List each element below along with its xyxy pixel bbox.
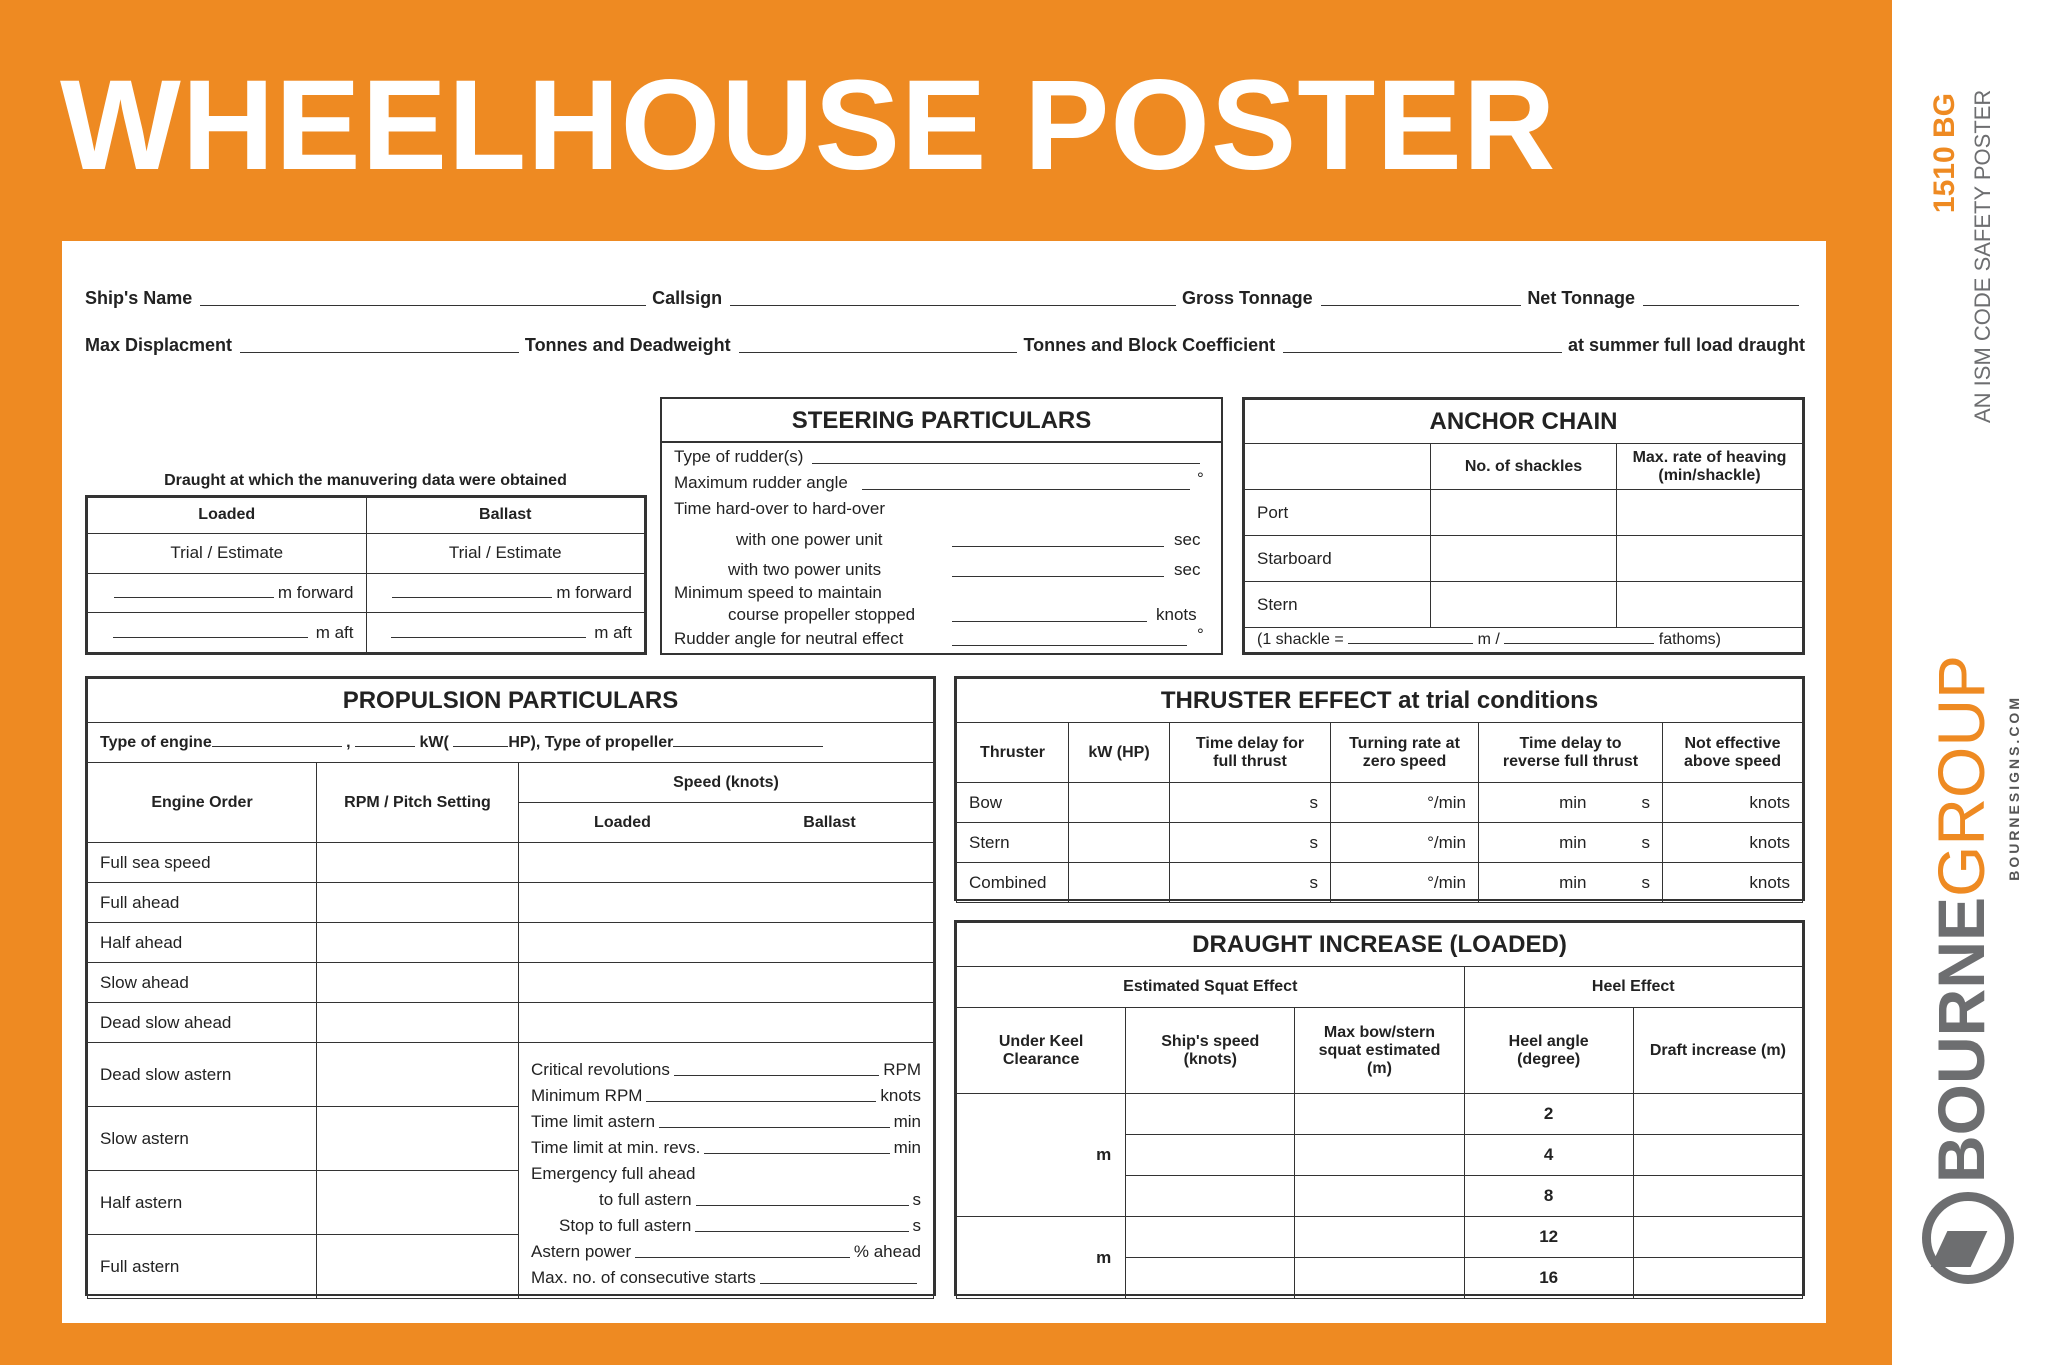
rpm-cell[interactable] xyxy=(317,923,519,963)
speed-cell[interactable] xyxy=(519,923,934,963)
field-shackle-m[interactable] xyxy=(1348,643,1473,644)
row-starboard: Starboard xyxy=(1245,536,1431,582)
brand-light: GROUP xyxy=(1924,654,1998,897)
engine-order-label: Full astern xyxy=(88,1235,317,1299)
thruster-col: Not effective above speed xyxy=(1663,723,1803,783)
label-kw: kW( xyxy=(419,733,449,751)
thruster-name: Combined xyxy=(957,863,1069,903)
field-one-unit[interactable] xyxy=(952,546,1164,547)
heel-angle: 16 xyxy=(1464,1258,1633,1299)
ship-speed-cell[interactable] xyxy=(1126,1135,1295,1176)
draft-increase-cell[interactable] xyxy=(1633,1135,1802,1176)
note-label: Critical revolutions xyxy=(531,1059,670,1079)
engine-order-row xyxy=(88,1003,934,1043)
steering-particulars xyxy=(660,397,1223,655)
thruster-cell[interactable] xyxy=(1663,823,1803,863)
unit: s xyxy=(1309,792,1318,812)
row-port: Port xyxy=(1245,490,1431,536)
group-heel: Heel Effect xyxy=(1464,967,1802,1008)
draught-table xyxy=(85,495,647,655)
unit: m forward xyxy=(277,582,354,602)
field-block-coefficient[interactable] xyxy=(1283,352,1562,353)
thruster-col: kW (HP) xyxy=(1069,723,1170,783)
engine-order-row xyxy=(88,923,934,963)
label-two-units: with two power units xyxy=(728,560,882,579)
unit: m aft xyxy=(315,622,354,642)
engine-order-label: Half astern xyxy=(88,1171,317,1235)
cell[interactable] xyxy=(1617,582,1803,628)
note-unit: s xyxy=(912,1215,921,1235)
squat-cell[interactable] xyxy=(1295,1094,1464,1135)
field-callsign[interactable] xyxy=(730,305,1176,306)
group-squat: Estimated Squat Effect xyxy=(957,967,1465,1008)
label-propeller: HP), Type of propeller xyxy=(508,733,674,751)
note-label: Stop to full astern xyxy=(559,1215,692,1235)
note-line xyxy=(531,1236,921,1262)
col-loaded: Loaded xyxy=(88,498,367,534)
note-field[interactable] xyxy=(695,1231,908,1232)
website: BOURNESIGNS.COM xyxy=(2006,695,2022,881)
engine-order-row xyxy=(88,843,934,883)
note-field[interactable] xyxy=(704,1153,889,1154)
unit: knots xyxy=(1749,792,1790,812)
unit: °/min xyxy=(1427,792,1466,812)
label-engine: Type of engine xyxy=(100,733,212,751)
thruster-cell[interactable] xyxy=(1170,863,1331,903)
thruster-row xyxy=(957,783,1803,823)
kw-cell[interactable] xyxy=(1069,863,1170,903)
field-hp[interactable] xyxy=(453,746,508,747)
thruster-cell[interactable] xyxy=(1663,783,1803,823)
note-field[interactable] xyxy=(646,1101,876,1102)
unit: s xyxy=(1641,832,1650,852)
thruster-cell[interactable] xyxy=(1170,823,1331,863)
draft-increase-cell[interactable] xyxy=(1633,1217,1802,1258)
note-field[interactable] xyxy=(635,1257,850,1258)
thruster-cell[interactable] xyxy=(1479,863,1663,903)
unit: s xyxy=(1309,872,1318,892)
unit: fathoms) xyxy=(1658,631,1721,648)
poster-subtitle: AN ISM CODE SAFETY POSTER xyxy=(1970,89,1995,423)
unit: knots xyxy=(1749,832,1790,852)
squat-cell[interactable] xyxy=(1295,1176,1464,1217)
unit: sec xyxy=(1174,530,1201,549)
row-stern: Stern xyxy=(1245,582,1431,628)
draught-row xyxy=(957,1217,1803,1258)
squat-cell[interactable] xyxy=(1295,1258,1464,1299)
col-engine-order: Engine Order xyxy=(88,763,317,843)
label-ships-name: Ship's Name xyxy=(85,288,193,308)
thruster-title: THRUSTER EFFECT at trial conditions xyxy=(957,679,1803,723)
note-line xyxy=(531,1210,921,1236)
notes-list xyxy=(531,1054,921,1288)
ukc-cell[interactable]: m xyxy=(957,1217,1126,1299)
note-label: Emergency full ahead xyxy=(531,1163,696,1183)
ukc-cell[interactable]: m xyxy=(957,1094,1126,1217)
cell[interactable] xyxy=(1431,582,1617,628)
thruster-col: Time delay for full thrust xyxy=(1170,723,1331,783)
poster-title: WHEELHOUSE POSTER xyxy=(60,54,1557,197)
rpm-cell[interactable] xyxy=(317,843,519,883)
field-deadweight[interactable] xyxy=(739,352,1018,353)
thruster-name: Bow xyxy=(957,783,1069,823)
loaded-forward-field[interactable] xyxy=(114,597,274,598)
note-field[interactable] xyxy=(760,1283,917,1284)
propulsion-particulars xyxy=(85,676,936,1296)
field-neutral-angle[interactable] xyxy=(952,645,1187,646)
col-shackles: No. of shackles xyxy=(1431,444,1617,490)
draught-increase xyxy=(954,920,1805,1296)
squat-cell[interactable] xyxy=(1295,1217,1464,1258)
label-block-coefficient: Tonnes and Block Coefficient xyxy=(1023,335,1276,355)
col-speed: Speed (knots) xyxy=(519,763,934,803)
engine-order-label: Slow ahead xyxy=(88,963,317,1003)
shackle-label: (1 shackle = xyxy=(1257,631,1344,648)
poster-code: 1510 BG xyxy=(1928,93,1961,214)
note-line xyxy=(531,1158,921,1184)
unit: °/min xyxy=(1427,872,1466,892)
thruster-cell[interactable] xyxy=(1331,823,1479,863)
brand-logo xyxy=(1924,654,1998,1183)
thruster-col: Thruster xyxy=(957,723,1069,783)
cell[interactable] xyxy=(1431,536,1617,582)
heel-angle: 8 xyxy=(1464,1176,1633,1217)
thruster-cell[interactable] xyxy=(1331,783,1479,823)
note-unit: % ahead xyxy=(853,1241,921,1261)
engine-order-row xyxy=(88,1043,934,1107)
draft-increase-cell[interactable] xyxy=(1633,1258,1802,1299)
label-type-rudder: Type of rudder(s) xyxy=(674,447,804,466)
kw-cell[interactable] xyxy=(1069,783,1170,823)
speed-cell[interactable] xyxy=(519,1003,934,1043)
cell[interactable] xyxy=(1617,536,1803,582)
rpm-cell[interactable] xyxy=(317,1003,519,1043)
label-min-speed: Minimum speed to maintain xyxy=(674,583,882,602)
label-max-displacement: Max Displacment xyxy=(85,335,233,355)
loaded-aft-field[interactable] xyxy=(113,637,308,638)
unit: min xyxy=(1559,832,1587,852)
cell[interactable] xyxy=(1617,490,1803,536)
field-propeller[interactable] xyxy=(673,746,823,747)
note-unit: min xyxy=(893,1111,921,1131)
kw-cell[interactable] xyxy=(1069,823,1170,863)
field-max-displacement[interactable] xyxy=(240,352,519,353)
rpm-cell[interactable] xyxy=(317,1235,519,1299)
ship-speed-cell[interactable] xyxy=(1126,1176,1295,1217)
heel-angle: 4 xyxy=(1464,1135,1633,1176)
note-unit: knots xyxy=(880,1085,921,1105)
squat-cell[interactable] xyxy=(1295,1135,1464,1176)
thruster-cell[interactable] xyxy=(1479,823,1663,863)
engine-order-label: Full sea speed xyxy=(88,843,317,883)
thruster-name: Stern xyxy=(957,823,1069,863)
heel-angle: 12 xyxy=(1464,1217,1633,1258)
label-summer-draught: at summer full load draught xyxy=(1567,335,1806,355)
note-label: Time limit at min. revs. xyxy=(531,1137,701,1157)
field-min-speed[interactable] xyxy=(952,621,1147,622)
propulsion-notes xyxy=(519,1043,934,1299)
engine-order-label: Slow astern xyxy=(88,1107,317,1171)
anchor-chain xyxy=(1242,397,1805,655)
label-hardover: Time hard-over to hard-over xyxy=(674,499,886,518)
thruster-effect xyxy=(954,676,1805,901)
note-label: Max. no. of consecutive starts xyxy=(531,1267,756,1287)
thruster-cell[interactable] xyxy=(1479,783,1663,823)
draught-col: Max bow/stern squat estimated (m) xyxy=(1295,1008,1464,1094)
unit: ° xyxy=(1197,625,1204,644)
field-kw[interactable] xyxy=(355,746,415,747)
empty-header xyxy=(1245,444,1431,490)
draught-col: Heel angle (degree) xyxy=(1464,1008,1633,1094)
draught-col: Ship's speed (knots) xyxy=(1126,1008,1295,1094)
label-max-rudder-angle: Maximum rudder angle xyxy=(674,473,848,492)
col-ballast: Ballast xyxy=(366,498,645,534)
header-row-1 xyxy=(85,288,1805,309)
label-gross-tonnage: Gross Tonnage xyxy=(1182,288,1313,308)
field-shackle-fathoms[interactable] xyxy=(1504,643,1654,644)
draft-increase-cell[interactable] xyxy=(1633,1094,1802,1135)
draught-col: Under Keel Clearance xyxy=(957,1008,1126,1094)
draught-col: Draft increase (m) xyxy=(1633,1008,1802,1094)
unit: min xyxy=(1559,792,1587,812)
label-one-unit: with one power unit xyxy=(736,530,883,549)
col-loaded: Loaded xyxy=(519,803,727,843)
cell[interactable] xyxy=(1431,490,1617,536)
draught-caption: Draught at which the manuvering data were obtained xyxy=(164,472,567,489)
note-field[interactable] xyxy=(674,1075,879,1076)
note-label: Time limit astern xyxy=(531,1111,656,1131)
note-unit: min xyxy=(893,1137,921,1157)
engine-order-label: Dead slow astern xyxy=(88,1043,317,1107)
field-max-rudder-angle[interactable] xyxy=(862,489,1190,490)
thruster-row xyxy=(957,863,1803,903)
rpm-cell[interactable] xyxy=(317,883,519,923)
note-unit: RPM xyxy=(883,1059,921,1079)
note-unit: s xyxy=(912,1189,921,1209)
unit: s xyxy=(1641,872,1650,892)
rpm-cell[interactable] xyxy=(317,1171,519,1235)
engine-order-row xyxy=(88,963,934,1003)
unit: knots xyxy=(1749,872,1790,892)
thruster-cell[interactable] xyxy=(1663,863,1803,903)
anchor-title: ANCHOR CHAIN xyxy=(1245,400,1803,444)
unit: °/min xyxy=(1427,832,1466,852)
label-callsign: Callsign xyxy=(652,288,723,308)
col-rpm: RPM / Pitch Setting xyxy=(317,763,519,843)
brand-bold: BOURNE xyxy=(1924,896,1998,1183)
unit: m aft xyxy=(594,622,632,642)
unit: min xyxy=(1559,872,1587,892)
steering-title: STEERING PARTICULARS xyxy=(662,399,1221,443)
ship-speed-cell[interactable] xyxy=(1126,1217,1295,1258)
engine-order-label: Full ahead xyxy=(88,883,317,923)
field-gross-tonnage[interactable] xyxy=(1321,305,1522,306)
unit: sec xyxy=(1174,560,1201,579)
note-field[interactable] xyxy=(659,1127,890,1128)
unit: s xyxy=(1309,832,1318,852)
header-row-2 xyxy=(85,335,1805,356)
note-line xyxy=(531,1132,921,1158)
ballast-trial: Trial / Estimate xyxy=(366,533,645,573)
thruster-cell[interactable] xyxy=(1170,783,1331,823)
draught-increase-title: DRAUGHT INCREASE (LOADED) xyxy=(957,923,1803,967)
thruster-col: Time delay to reverse full thrust xyxy=(1479,723,1663,783)
col-ballast: Ballast xyxy=(726,803,934,843)
field-ships-name[interactable] xyxy=(200,305,646,306)
ballast-forward-field[interactable] xyxy=(392,597,552,598)
ballast-aft-field[interactable] xyxy=(391,637,586,638)
unit: m forward xyxy=(556,582,632,602)
label-neutral-angle: Rudder angle for neutral effect xyxy=(674,629,904,648)
engine-order-row xyxy=(88,883,934,923)
unit: s xyxy=(1641,792,1650,812)
rpm-cell[interactable] xyxy=(317,1043,519,1107)
sep: , xyxy=(346,733,351,751)
propulsion-title: PROPULSION PARTICULARS xyxy=(88,679,934,723)
heel-angle: 2 xyxy=(1464,1094,1633,1135)
speed-cell[interactable] xyxy=(519,963,934,1003)
thruster-row xyxy=(957,823,1803,863)
col-heaving-rate: Max. rate of heaving (min/shackle) xyxy=(1617,444,1803,490)
field-type-rudder[interactable] xyxy=(812,463,1200,464)
ship-speed-cell[interactable] xyxy=(1126,1094,1295,1135)
draught-row xyxy=(957,1094,1803,1135)
brand-circle-icon xyxy=(1922,1192,2014,1284)
rpm-cell[interactable] xyxy=(317,1107,519,1171)
field-two-units[interactable] xyxy=(952,576,1164,577)
unit: ° xyxy=(1197,469,1204,488)
unit: knots xyxy=(1156,605,1197,624)
label-net-tonnage: Net Tonnage xyxy=(1527,288,1635,308)
rpm-cell[interactable] xyxy=(317,963,519,1003)
note-line xyxy=(531,1106,921,1132)
field-net-tonnage[interactable] xyxy=(1643,305,1799,306)
thruster-col: Turning rate at zero speed xyxy=(1331,723,1479,783)
thruster-cell[interactable] xyxy=(1331,863,1479,903)
speed-cell[interactable] xyxy=(519,883,934,923)
engine-order-label: Half ahead xyxy=(88,923,317,963)
draft-increase-cell[interactable] xyxy=(1633,1176,1802,1217)
note-line xyxy=(531,1262,921,1288)
label-min-speed-2: course propeller stopped xyxy=(728,605,916,624)
field-engine[interactable] xyxy=(212,746,342,747)
speed-cell[interactable] xyxy=(519,843,934,883)
note-label: Astern power xyxy=(531,1241,632,1261)
note-line xyxy=(531,1080,921,1106)
unit: m / xyxy=(1477,631,1500,648)
engine-order-label: Dead slow ahead xyxy=(88,1003,317,1043)
note-field[interactable] xyxy=(696,1205,909,1206)
note-label: to full astern xyxy=(599,1189,692,1209)
ship-speed-cell[interactable] xyxy=(1126,1258,1295,1299)
label-deadweight: Tonnes and Deadweight xyxy=(524,335,731,355)
loaded-trial: Trial / Estimate xyxy=(88,533,367,573)
note-line xyxy=(531,1184,921,1210)
note-label: Minimum RPM xyxy=(531,1085,643,1105)
note-line xyxy=(531,1054,921,1080)
